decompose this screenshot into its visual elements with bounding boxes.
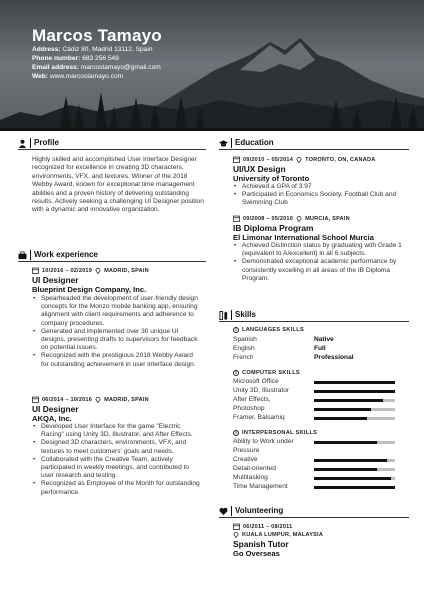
skill-row — [233, 438, 393, 447]
education-location: TORONTO, ON, CANADA — [305, 156, 376, 163]
info-circle-icon — [233, 370, 239, 376]
phone-value: 683 256 548 — [82, 55, 119, 62]
header-divider — [0, 128, 424, 131]
job-location: MADRID, SPAIN — [104, 267, 149, 274]
heading-separator — [231, 506, 232, 516]
heading-rule — [18, 261, 206, 262]
email-value[interactable]: marcostamayo@gmail.com — [80, 64, 161, 71]
header — [0, 0, 424, 128]
skill-bar-fill — [314, 417, 367, 420]
skill-bar-fill — [314, 441, 377, 444]
job-location: MADRID, SPAIN — [104, 396, 149, 403]
education-dates: 09/2010 – 05/2014 — [243, 156, 294, 163]
graduation-cap-icon — [219, 139, 228, 148]
job-role: UI Designer — [32, 275, 79, 285]
language-name: French — [233, 354, 254, 361]
candidate-name: Marcos Tamayo — [32, 26, 162, 45]
skill-name: Framer, Balsamiq — [233, 414, 285, 421]
volunteering-dates-line — [233, 523, 292, 530]
skill-bar-track — [314, 468, 395, 471]
language-level: Professional — [314, 354, 354, 361]
job-company: AKQA, Inc. — [32, 414, 72, 423]
calendar-icon — [32, 267, 39, 274]
list-item: • Generated and implemented over 30 unique UI designs, presenting drafts to supervisors for feedback on potential issues. — [32, 328, 202, 353]
education-location: MURCIA, SPAIN — [305, 215, 350, 222]
section-title: Volunteering — [235, 506, 284, 515]
interpersonal-title: INTERPERSONAL SKILLS — [242, 430, 318, 436]
location-pin-icon — [95, 267, 101, 274]
skill-name: Photoshop — [233, 405, 265, 412]
skill-bar-track — [314, 381, 395, 384]
briefcase-icon — [18, 251, 27, 260]
skill-bar-track — [314, 459, 395, 462]
skill-bar-fill — [314, 381, 395, 384]
education-dates: 09/2008 – 05/2010 — [243, 215, 294, 222]
volunteering-org: Go Overseas — [233, 549, 280, 558]
skill-row — [233, 396, 393, 405]
address-label: Address: — [32, 46, 61, 53]
email-label: Email address: — [32, 64, 79, 71]
heading-rule — [219, 517, 409, 518]
volunteering-location: KUALA LUMPUR, MALAYSIA — [242, 531, 324, 538]
language-row — [233, 336, 393, 345]
skill-row — [233, 405, 393, 414]
location-pin-icon — [95, 396, 101, 403]
heart-icon — [219, 507, 228, 516]
profile-summary: Highly skilled and accomplished User Interface Designer recognized for excellence in creating 3D characters, environments, VFX, and textures. Winner of the 2018 Webby Award, known for exceptional time management abilities and a proven history of delivering outstanding results. Actively seeking a challenging UI Designer position with a dynamic and innovative organization. — [32, 156, 204, 214]
skill-name: Ability to Work under — [233, 438, 294, 445]
list-item: • Designed 3D characters, environments, VFX, and textures to meet customers' goals and needs. — [32, 439, 202, 455]
language-name: English — [233, 345, 255, 352]
list-item: • Achieved Distinction status by graduating with Grade 1 (equivalent to A/excellent) in all 6 subjects. — [233, 242, 403, 258]
education-school: University of Toronto — [233, 174, 310, 183]
job-bullets — [32, 423, 202, 497]
phone-label: Phone number: — [32, 55, 81, 62]
calendar-icon — [233, 523, 240, 530]
skill-name: Microsoft Office — [233, 378, 279, 385]
list-item: • Recognized as Employee of the Month for outstanding performance. — [32, 480, 202, 496]
profile-heading — [18, 138, 206, 150]
heading-separator — [30, 250, 31, 260]
skill-bar-fill — [314, 468, 377, 471]
skill-row — [233, 465, 393, 474]
education-degree: IB Diploma Program — [233, 223, 314, 233]
education-heading — [219, 138, 409, 150]
skill-bar-track — [314, 390, 395, 393]
education-meta — [233, 215, 350, 222]
education-bullets — [233, 183, 403, 208]
skill-row — [233, 414, 393, 423]
list-item: • Participated in Economics Society, Football Club and Swimming Club — [233, 191, 403, 207]
web-line — [32, 73, 123, 80]
section-title: Work experience — [34, 250, 98, 259]
skill-name: Multitasking — [233, 474, 268, 481]
section-title: Education — [235, 138, 274, 147]
heading-rule — [18, 149, 206, 150]
list-item: • Spearheaded the development of user-friendly design concepts for the Monzo mobile banking app, ensuring alignment with client requirements and adherence to company procedures. — [32, 295, 202, 328]
calendar-icon — [233, 156, 240, 163]
person-icon — [18, 139, 27, 148]
info-circle-icon — [233, 430, 239, 436]
skill-name: Unity 3D, Illustrator — [233, 387, 290, 394]
languages-title: LANGUAGES SKILLS — [242, 327, 304, 333]
list-item: • Developed User Interface for the game "Electric Racing" using Unity 3D, Illustrator, and After Effects. — [32, 423, 202, 439]
volunteering-location-line — [233, 531, 323, 538]
list-item: • Achieved a GPA of 3.97 — [233, 183, 403, 191]
skills-heading — [219, 310, 409, 322]
language-level: Native — [314, 336, 334, 343]
work-heading — [18, 250, 206, 262]
skill-row — [233, 483, 393, 492]
skill-bar-fill — [314, 408, 371, 411]
skill-row — [233, 387, 393, 396]
heading-rule — [219, 321, 409, 322]
list-item: • Collaborated with the Creative Team, actively participated in weekly meetings, and contributed to user research and testing. — [32, 456, 202, 481]
info-circle-icon — [233, 327, 239, 333]
computer-title: COMPUTER SKILLS — [242, 370, 300, 376]
address-value: Cádiz 80, Madrid 13112, Spain — [62, 46, 153, 53]
skill-bar-track — [314, 441, 395, 444]
language-row — [233, 345, 393, 354]
calendar-icon — [32, 396, 39, 403]
section-title: Skills — [235, 310, 256, 319]
email-line — [32, 64, 161, 71]
education-meta — [233, 156, 375, 163]
web-label: Web: — [32, 73, 48, 80]
skill-name: Creative — [233, 456, 258, 463]
skill-bar-fill — [314, 399, 383, 402]
web-value[interactable]: www.marcostamayo.com — [49, 73, 124, 80]
job-meta — [32, 396, 149, 403]
skill-bar-fill — [314, 459, 387, 462]
job-meta — [32, 267, 149, 274]
calendar-icon — [233, 215, 240, 222]
skill-name: Detail-oriented — [233, 465, 276, 472]
job-dates: 10/2016 – 02/2019 — [42, 267, 93, 274]
job-dates: 06/2014 – 10/2016 — [42, 396, 93, 403]
skill-name: Time Management — [233, 483, 288, 490]
volunteering-heading — [219, 506, 409, 518]
languages-subheading — [233, 327, 304, 333]
interpersonal-subheading — [233, 430, 317, 436]
language-name: Spanish — [233, 336, 257, 343]
skill-bar-track — [314, 399, 395, 402]
language-row — [233, 354, 393, 363]
skill-bar-track — [314, 486, 395, 489]
language-level: Full — [314, 345, 326, 352]
location-pin-icon — [296, 215, 302, 222]
job-role: UI Designer — [32, 404, 79, 414]
skill-name: After Effects, — [233, 396, 271, 403]
skill-bar-track — [314, 417, 395, 420]
list-item: • Recognized with the prestigious 2018 Webby Award for outstanding achievement in user interface design. — [32, 352, 202, 368]
address-line — [32, 46, 153, 53]
volunteering-dates: 06/2011 – 08/2011 — [243, 523, 293, 530]
skill-row — [233, 474, 393, 483]
volunteering-role: Spanish Tutor — [233, 539, 289, 549]
skill-bar-fill — [314, 390, 395, 393]
skill-row — [233, 447, 393, 456]
job-bullets — [32, 295, 202, 369]
heading-separator — [231, 310, 232, 320]
heading-separator — [231, 138, 232, 148]
location-pin-icon — [296, 156, 302, 163]
skill-bar-fill — [314, 477, 391, 480]
phone-line — [32, 55, 119, 62]
section-title: Profile — [34, 138, 59, 147]
skill-row — [233, 378, 393, 387]
skill-name: Pressure — [233, 447, 260, 454]
skill-row — [233, 456, 393, 465]
job-company: Blueprint Design Company, Inc. — [32, 285, 147, 294]
skill-bar-track — [314, 408, 395, 411]
skill-bar-fill — [314, 486, 395, 489]
education-bullets — [233, 242, 403, 283]
list-item: • Demonstrated exceptional academic performance by consistently excelling in all areas of the IB Diploma Program. — [233, 258, 403, 283]
heading-separator — [30, 138, 31, 148]
education-school: El Limonar International School Murcia — [233, 233, 374, 242]
computer-subheading — [233, 370, 300, 376]
education-degree: UI/UX Design — [233, 164, 286, 174]
heading-rule — [219, 149, 409, 150]
location-pin-icon — [233, 531, 239, 538]
skill-bar-track — [314, 477, 395, 480]
ruler-pencil-icon — [219, 311, 228, 320]
